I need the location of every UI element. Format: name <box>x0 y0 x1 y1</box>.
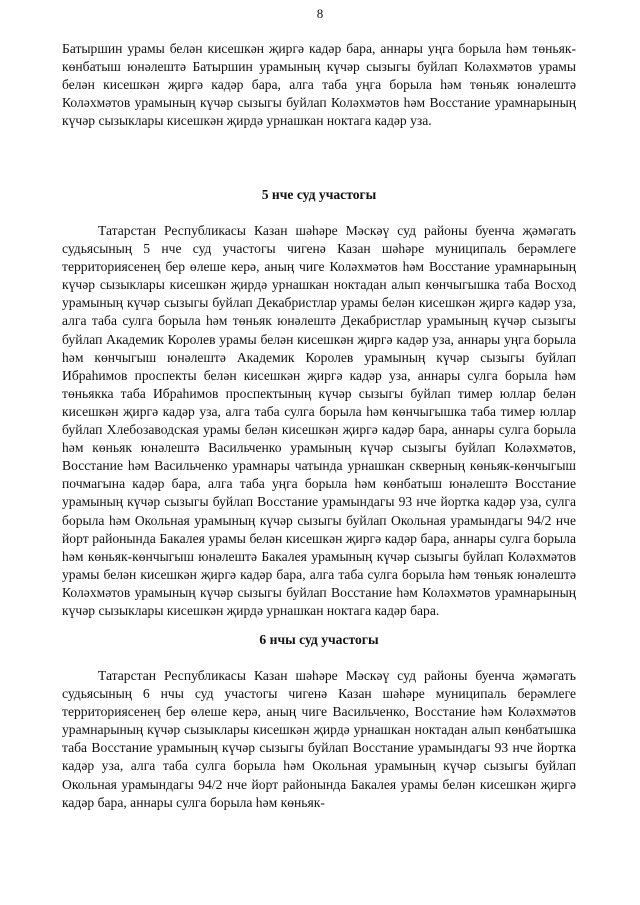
page-number: 8 <box>316 6 324 21</box>
section-6-body <box>62 667 576 812</box>
section-5-body <box>62 222 576 620</box>
section-6-heading: 6 нчы суд участогы <box>259 632 379 647</box>
intro-paragraph: Батыршин урамы белән кисешкән җиргә кадәр бара, аннары уңга борыла һәм төньяк-көнбатыш юнәлештә Батыршин урамының күчәр сызыгы буйлап Коләхмәтов урамы белән кисешкән җиргә кадәр бара, алга таба уңга борыла һәм төньяк юнәлештә Коләхмәтов урамының күчәр сызыгы буйлап Коләхмәтов һәм Восстание урамнарының күчәр сызыклары кисешкән җирдә урнашкан ноктага кадәр уза. <box>62 41 576 129</box>
section-5-heading: 5 нче суд участогы <box>261 187 377 202</box>
section-6-paragraph: Татарстан Республикасы Казан шәһәре Мәскәү суд районы буенча җәмәгать судьясының 6 нчы суд участогы чигенә Казан шәһәре муниципаль берәмлеге территориясенең бер өлеше керә, аның чиге Васильченко, Восстание һәм Коләхмәтов урамнарының күчәр сызыклары кисешкән җирдә урнашкан ноктадан алып көнбатышка таба Восстание урамының күчәр сызыгы буйлап Восстание урамындагы 93 нче йортка кадәр уза, алга таба сулга борыла һәм Окольная урамының күчәр сызыгы буйлап Окольная урамындагы 94/2 нче йорт районында Бакалея урамы белән кисешкән җиргә кадәр бара, аннары сулга борыла һәм көньяк- <box>62 668 576 810</box>
intro-paragraph-block <box>62 40 576 130</box>
section-5-paragraph: Татарстан Республикасы Казан шәһәре Мәскәү суд районы буенча җәмәгать судьясының 5 нче суд участогы чигенә Казан шәһәре муниципаль берәмлеге территориясенең бер өлеше керә, аның чиге Коләхмәтов һәм Восстание урамнарының күчәр сызыклары кисешкән җирдә урнашкан ноктадан алып көнчыгышка таба Восход урамының күчәр сызыгы буйлап Декабристлар урамы белән кисешкән җиргә кадәр уза, алга таба сулга борыла һәм төньяк юнәлештә Декабристлар урамының күчәр сызыгы буйлап Академик Королев урамы белән кисешкән җиргә кадәр уза, аннары уңга борыла һәм көнчыгыш юнәлештә Академик Королев урамының күчәр сызыгы буйлап Ибраһимов проспекты белән кисешкән җиргә кадәр уза, аннары сулга борыла һәм төньякка таба Ибраһимов проспектының күчәр сызыгы буйлап тимер юллар белән кисешкән җиргә кадәр уза, алга таба сулга борыла һәм көнчыгышка таба тимер юллар буйлап Хлебозаводская урамы белән кисешкән җиргә кадәр бара, аннары сулга борыла һәм көньяк юнәлештә Васильченко урамының күчәр сызыгы буйлап Коләхмәтов, Восстание һәм Васильченко урамнары чатында урнашкан скверның көньяк-көнчыгыш почмагына кадәр бара, алга таба уңга борыла һәм көнбатыш юнәлештә Восстание урамының күчәр сызыгы буйлап Восстание урамындагы 93 нче йортка кадәр уза, сулга борыла һәм Окольная урамының күчәр сызыгы буйлап Окольная урамындагы 94/2 нче йорт районында Бакалея урамы белән кисешкән җиргә кадәр бара, аннары сулга борыла һәм көньяк-көнчыгыш юнәлештә Бакалея урамының күчәр сызыгы буйлап Коләхмәтов урамы белән кисешкән җиргә кадәр бара, алга таба сулга борыла һәм төньяк юнәлештә Коләхмәтов урамының күчәр сызыгы буйлап Восстание һәм Коләхмәтов урамнарының күчәр сызыклары кисешкән җирдә урнашкан ноктага кадәр бара. <box>62 223 576 618</box>
